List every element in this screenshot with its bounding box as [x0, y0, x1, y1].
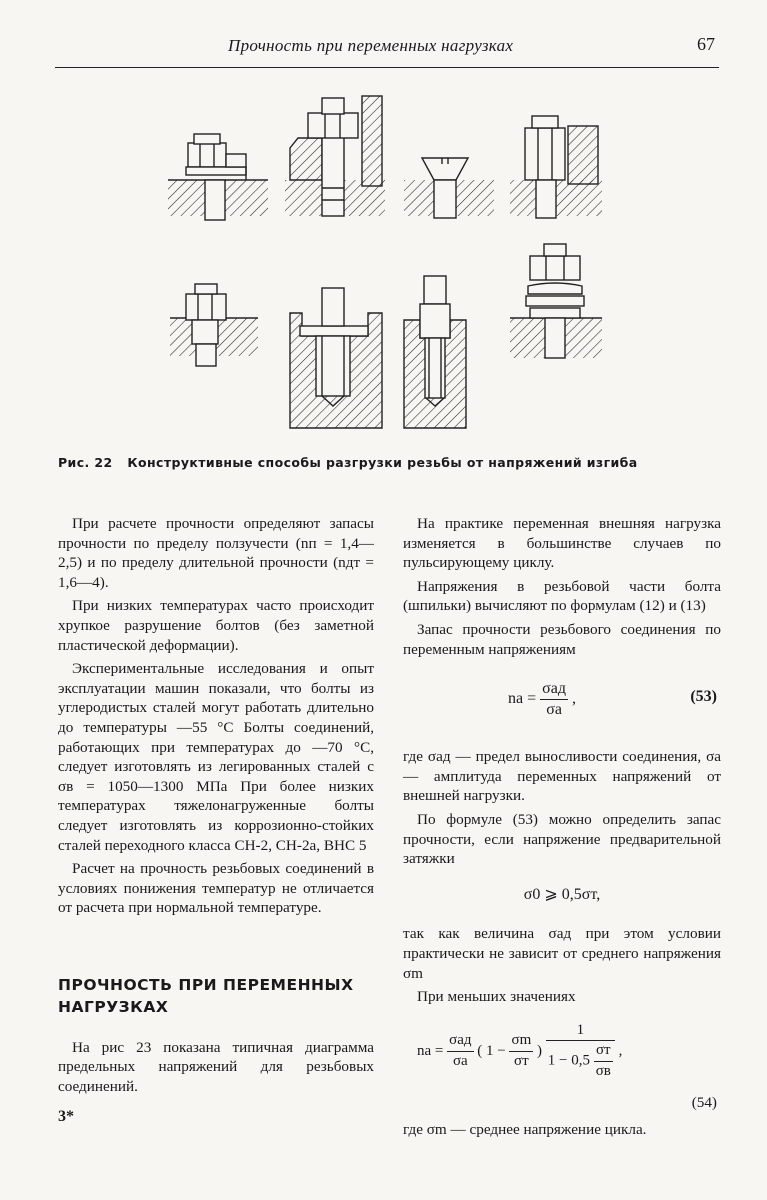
eq54-den-3 [546, 1041, 615, 1081]
running-header-title: Прочность при переменных нагрузках [228, 36, 514, 55]
eq54-open: ( 1 − [477, 1042, 506, 1059]
signature-mark: 3* [58, 1108, 74, 1125]
eq54-fraction-3 [546, 1021, 615, 1082]
figure-caption-number: Рис. 22 [58, 455, 113, 470]
figure-item-1 [168, 134, 268, 220]
paragraph: При меньших значениях [417, 988, 576, 1006]
eq54-label: (54) [691, 1093, 717, 1111]
eq54-den-1: σa [452, 1052, 468, 1069]
eq54-num-2: σm [509, 1031, 533, 1052]
eq53-lhs: nа = [508, 689, 537, 707]
eq54-fraction-2 [509, 1031, 533, 1071]
eq53-fraction [540, 679, 568, 719]
eq54-den-2: σт [514, 1052, 529, 1069]
paragraph: По формуле (53) можно определить запас прочности, если напряжение предварительной затяжки [403, 810, 721, 868]
left-column [58, 514, 374, 1101]
header-rule [55, 67, 719, 68]
eq54-num-3: 1 [546, 1021, 615, 1042]
paragraph: Экспериментальные исследования и опыт эксплуатации машин показали, что болты из углеродистых сталей могут работать длительно до температуры —55 °С Болты соединений, работающих при температурах до —70 °С, следует изготовлять из легированных сталей с σв = 1050—1300 МПа При более низких температурах тяжелонагруженные болты следует изготовлять из коррозионно-стойких сталей переходного класса СН-2, СН-2а, ВНС 5 [58, 660, 374, 854]
pretension-condition: σ0 ⩾ 0,5σт, [523, 885, 601, 903]
figure-caption [58, 455, 738, 470]
figure-item-8 [510, 244, 602, 358]
section-heading: ПРОЧНОСТЬ ПРИ ПЕРЕМЕННЫХ НАГРУЗКАХ [58, 975, 354, 1016]
figure-item-7 [404, 276, 466, 428]
eq53-denominator: σа [546, 700, 562, 718]
eq54-den-3-pre: 1 − 0,5 [547, 1052, 590, 1069]
paragraph: Запас прочности резьбового соединения по переменным напряжениям [403, 620, 721, 658]
figure-item-2 [285, 96, 385, 216]
eq53-numerator: σaд [540, 679, 568, 700]
paragraph: так как величина σaд при этом условии практически не зависит от среднего напряжения σm [403, 925, 721, 982]
right-column [403, 514, 721, 1144]
eq54-fraction-1 [447, 1031, 473, 1071]
figure-item-4 [510, 116, 602, 218]
eq54-den-4: σв [595, 1062, 611, 1079]
figure-item-3 [404, 158, 494, 218]
figure-item-6 [290, 288, 382, 428]
eq54-fraction-4 [594, 1041, 613, 1081]
paragraph: На рис 23 показана типичная диаграмма предельных напряжений для резьбовых соединений. [58, 1038, 374, 1096]
equation-53 [403, 671, 721, 735]
eq53-tail: , [572, 689, 576, 707]
paragraph: где σm — среднее напряжение цикла. [403, 1121, 647, 1139]
figure-item-5 [170, 284, 258, 366]
eq53-label: (53) [690, 688, 717, 706]
figure-bolt-constructions [150, 88, 620, 433]
eq54-lhs: na = [417, 1042, 444, 1059]
paragraph: Напряжения в резьбовой части болта (шпильки) вычисляют по формулам (12) и (13) [403, 577, 721, 615]
paragraph: где σaд — предел выносливости соединения, σа — амплитуда переменных напряжений от внешней нагрузки. [403, 748, 721, 805]
eq54-tail: , [618, 1042, 623, 1059]
eq54-num-1: σaд [447, 1031, 473, 1052]
paragraph: На практике переменная внешняя нагрузка изменяется в большинстве случаев по пульсирующему циклу. [403, 515, 721, 572]
eq54-close: ) [537, 1042, 542, 1059]
equation-54 [403, 1017, 721, 1095]
page-number: 67 [697, 34, 715, 54]
paragraph: При низких температурах часто происходит хрупкое разрушение болтов (без заметной пластической деформации). [58, 597, 374, 654]
paragraph: Расчет на прочность резьбовых соединений в условиях понижения температур не отличается от расчета при нормальной температуре. [58, 860, 374, 917]
eq54-num-4: σт [594, 1041, 613, 1062]
figure-caption-text: Конструктивные способы разгрузки резьбы от напряжений изгиба [127, 455, 638, 470]
paragraph: При расчете прочности определяют запасы прочности по пределу ползучести (nп = 1,4—2,5) и по пределу длительной прочности (nдт = 1,6—4). [58, 515, 374, 591]
